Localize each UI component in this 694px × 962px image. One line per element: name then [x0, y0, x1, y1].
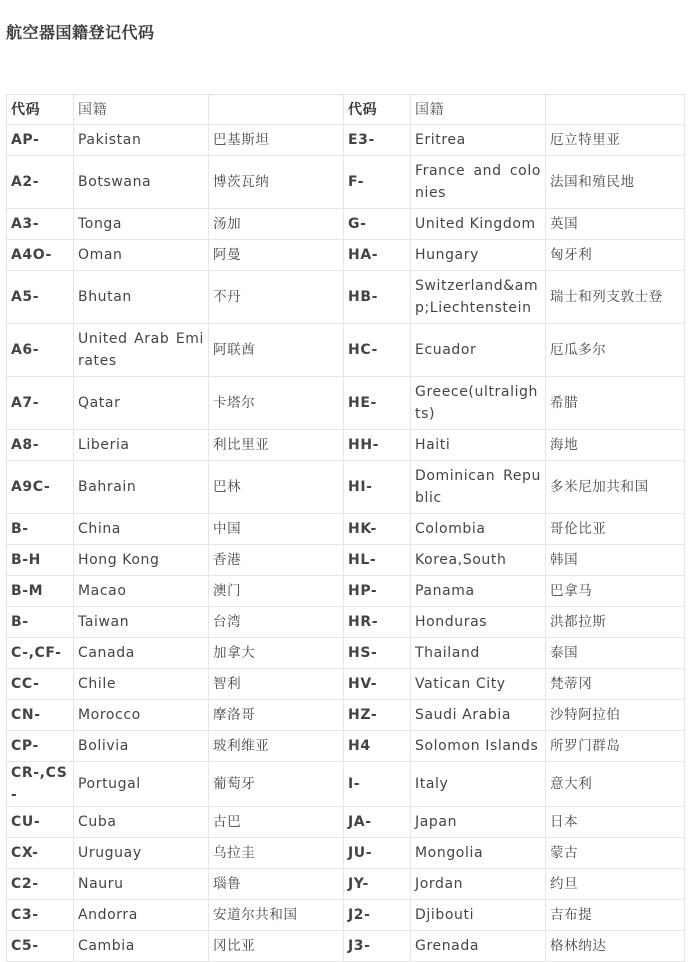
country-name-chinese: 吉布提 [546, 900, 685, 931]
registration-code: E3- [344, 125, 411, 156]
country-name-chinese: 海地 [546, 430, 685, 461]
registration-code: C-,CF- [7, 638, 74, 669]
country-name-chinese: 摩洛哥 [209, 700, 344, 731]
country-name-english: Eritrea [411, 125, 546, 156]
registration-code: A5- [7, 271, 74, 324]
country-name-chinese: 台湾 [209, 607, 344, 638]
country-name-english: France and colonies [411, 156, 546, 209]
country-name-chinese: 意大利 [546, 762, 685, 807]
registration-code: C5- [7, 931, 74, 962]
table-row [7, 209, 685, 240]
country-name-chinese: 泰国 [546, 638, 685, 669]
country-name-chinese: 匈牙利 [546, 240, 685, 271]
registration-code: HA- [344, 240, 411, 271]
country-name-chinese: 汤加 [209, 209, 344, 240]
country-name-chinese: 古巴 [209, 807, 344, 838]
country-name-english: Liberia [74, 430, 209, 461]
country-name-chinese: 巴拿马 [546, 576, 685, 607]
country-name-chinese: 玻利维亚 [209, 731, 344, 762]
country-name-english: United Kingdom [411, 209, 546, 240]
country-name-english: Honduras [411, 607, 546, 638]
registration-code: C2- [7, 869, 74, 900]
registration-code: HL- [344, 545, 411, 576]
country-name-english: Andorra [74, 900, 209, 931]
country-name-english: Oman [74, 240, 209, 271]
table-row [7, 838, 685, 869]
registration-code: CN- [7, 700, 74, 731]
table-row [7, 900, 685, 931]
country-name-english: Canada [74, 638, 209, 669]
country-name-chinese: 葡萄牙 [209, 762, 344, 807]
table-row [7, 461, 685, 514]
registration-code: A7- [7, 377, 74, 430]
country-name-english: Grenada [411, 931, 546, 962]
registration-code: HH- [344, 430, 411, 461]
country-name-english: Taiwan [74, 607, 209, 638]
country-name-english: Dominican Republic [411, 461, 546, 514]
country-name-chinese: 巴基斯坦 [209, 125, 344, 156]
country-name-english: Djibouti [411, 900, 546, 931]
registration-code: G- [344, 209, 411, 240]
country-name-english: Cuba [74, 807, 209, 838]
table-row [7, 156, 685, 209]
column-header-code: 代码 [7, 95, 74, 125]
country-name-english: Solomon Islands [411, 731, 546, 762]
table-body [7, 125, 685, 962]
table-row [7, 125, 685, 156]
country-name-english: Haiti [411, 430, 546, 461]
column-header-chinese [546, 95, 685, 125]
country-name-english: Saudi Arabia [411, 700, 546, 731]
country-name-chinese: 洪都拉斯 [546, 607, 685, 638]
country-name-chinese: 瑙鲁 [209, 869, 344, 900]
column-header-chinese [209, 95, 344, 125]
country-name-chinese: 冈比亚 [209, 931, 344, 962]
country-name-chinese: 多米尼加共和国 [546, 461, 685, 514]
country-name-chinese: 所罗门群岛 [546, 731, 685, 762]
country-name-chinese: 中国 [209, 514, 344, 545]
registration-code: A8- [7, 430, 74, 461]
table-row [7, 931, 685, 962]
registration-code: JY- [344, 869, 411, 900]
table-row [7, 807, 685, 838]
country-name-chinese: 哥伦比亚 [546, 514, 685, 545]
country-name-chinese: 约旦 [546, 869, 685, 900]
country-name-english: Korea,South [411, 545, 546, 576]
country-name-english: Ecuador [411, 324, 546, 377]
registration-code: HP- [344, 576, 411, 607]
country-name-english: Hungary [411, 240, 546, 271]
table-row [7, 731, 685, 762]
table-row [7, 576, 685, 607]
country-name-chinese: 日本 [546, 807, 685, 838]
country-name-chinese: 厄瓜多尔 [546, 324, 685, 377]
table-row [7, 430, 685, 461]
registration-code: B-H [7, 545, 74, 576]
registration-code: H4 [344, 731, 411, 762]
registration-code: CR-,CS- [7, 762, 74, 807]
country-name-chinese: 英国 [546, 209, 685, 240]
table-row [7, 271, 685, 324]
country-name-chinese: 智利 [209, 669, 344, 700]
registration-code: JU- [344, 838, 411, 869]
country-name-chinese: 瑞士和列支敦士登 [546, 271, 685, 324]
country-name-chinese: 澳门 [209, 576, 344, 607]
table-row [7, 869, 685, 900]
country-name-chinese: 安道尔共和国 [209, 900, 344, 931]
registration-code: A4O- [7, 240, 74, 271]
country-name-chinese: 蒙古 [546, 838, 685, 869]
country-name-english: Thailand [411, 638, 546, 669]
registration-code: HZ- [344, 700, 411, 731]
country-name-chinese: 香港 [209, 545, 344, 576]
table-row [7, 377, 685, 430]
table-row [7, 638, 685, 669]
country-name-chinese: 法国和殖民地 [546, 156, 685, 209]
country-name-english: Panama [411, 576, 546, 607]
table-row [7, 700, 685, 731]
country-name-chinese: 博茨瓦纳 [209, 156, 344, 209]
country-name-english: Italy [411, 762, 546, 807]
registration-code: HC- [344, 324, 411, 377]
registration-code: I- [344, 762, 411, 807]
registration-code: A6- [7, 324, 74, 377]
column-header-country: 国籍 [411, 95, 546, 125]
registration-code: A9C- [7, 461, 74, 514]
country-name-chinese: 加拿大 [209, 638, 344, 669]
country-name-english: Vatican City [411, 669, 546, 700]
table-header-row [7, 95, 685, 125]
country-name-english: Chile [74, 669, 209, 700]
registration-code: HI- [344, 461, 411, 514]
country-name-english: Tonga [74, 209, 209, 240]
country-name-chinese: 沙特阿拉伯 [546, 700, 685, 731]
country-name-english: China [74, 514, 209, 545]
country-name-english: Switzerland&amp;Liechtenstein [411, 271, 546, 324]
registration-code: B- [7, 514, 74, 545]
registration-code: A2- [7, 156, 74, 209]
country-name-english: Nauru [74, 869, 209, 900]
country-name-english: Cambia [74, 931, 209, 962]
country-name-english: Jordan [411, 869, 546, 900]
country-name-chinese: 阿联酋 [209, 324, 344, 377]
column-header-country: 国籍 [74, 95, 209, 125]
country-name-english: Portugal [74, 762, 209, 807]
registration-code: HB- [344, 271, 411, 324]
registration-code: A3- [7, 209, 74, 240]
registration-code-table [6, 94, 685, 962]
country-name-chinese: 厄立特里亚 [546, 125, 685, 156]
registration-code: HS- [344, 638, 411, 669]
table-row [7, 545, 685, 576]
registration-code: HV- [344, 669, 411, 700]
registration-code: C3- [7, 900, 74, 931]
country-name-english: Colombia [411, 514, 546, 545]
country-name-english: Morocco [74, 700, 209, 731]
country-name-english: Greece(ultralights) [411, 377, 546, 430]
registration-code: CP- [7, 731, 74, 762]
country-name-chinese: 卡塔尔 [209, 377, 344, 430]
country-name-english: Japan [411, 807, 546, 838]
column-header-code: 代码 [344, 95, 411, 125]
country-name-english: Bahrain [74, 461, 209, 514]
country-name-chinese: 希腊 [546, 377, 685, 430]
country-name-english: Macao [74, 576, 209, 607]
country-name-english: Bhutan [74, 271, 209, 324]
country-name-chinese: 乌拉圭 [209, 838, 344, 869]
registration-code: B- [7, 607, 74, 638]
country-name-chinese: 利比里亚 [209, 430, 344, 461]
registration-code: B-M [7, 576, 74, 607]
registration-code: HK- [344, 514, 411, 545]
country-name-english: Bolivia [74, 731, 209, 762]
registration-code: JA- [344, 807, 411, 838]
registration-code: J2- [344, 900, 411, 931]
country-name-chinese: 格林纳达 [546, 931, 685, 962]
country-name-english: Botswana [74, 156, 209, 209]
table-row [7, 669, 685, 700]
country-name-english: Mongolia [411, 838, 546, 869]
country-name-chinese: 韩国 [546, 545, 685, 576]
country-name-chinese: 梵蒂冈 [546, 669, 685, 700]
country-name-english: United Arab Emirates [74, 324, 209, 377]
country-name-chinese: 阿曼 [209, 240, 344, 271]
country-name-english: Hong Kong [74, 545, 209, 576]
registration-code: AP- [7, 125, 74, 156]
table-row [7, 514, 685, 545]
registration-code: CU- [7, 807, 74, 838]
registration-code: CC- [7, 669, 74, 700]
registration-code: HE- [344, 377, 411, 430]
table-row [7, 762, 685, 807]
table-row [7, 324, 685, 377]
country-name-english: Uruguay [74, 838, 209, 869]
registration-code: CX- [7, 838, 74, 869]
registration-code: F- [344, 156, 411, 209]
country-name-chinese: 不丹 [209, 271, 344, 324]
country-name-chinese: 巴林 [209, 461, 344, 514]
registration-code: HR- [344, 607, 411, 638]
country-name-english: Qatar [74, 377, 209, 430]
table-row [7, 240, 685, 271]
table-row [7, 607, 685, 638]
page-title: 航空器国籍登记代码 [6, 23, 155, 42]
country-name-english: Pakistan [74, 125, 209, 156]
registration-code: J3- [344, 931, 411, 962]
